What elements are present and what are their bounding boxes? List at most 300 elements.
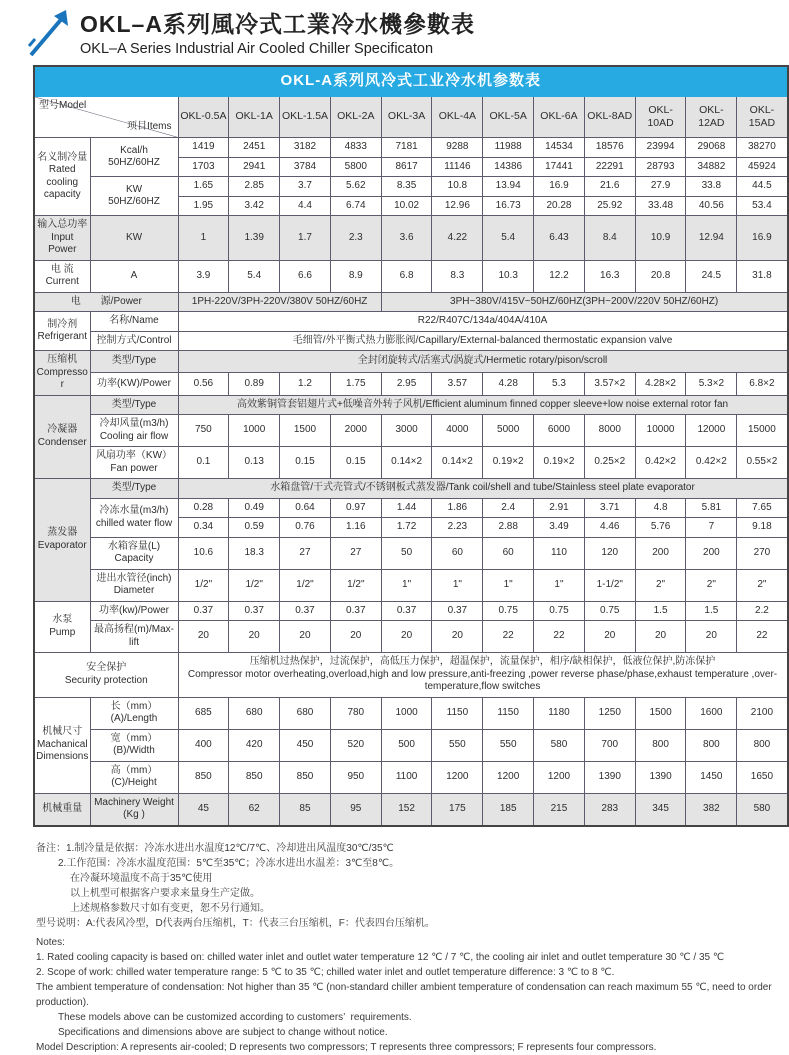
item-label-cell: 宽（mm）(B)/Width (90, 729, 178, 761)
value-cell: 580 (534, 729, 585, 761)
value-cell: 4.22 (432, 216, 483, 261)
model-column-header-5: OKL-3A (381, 96, 432, 137)
value-cell: 7 (686, 518, 737, 538)
value-cell: 1200 (432, 761, 483, 793)
span-value-cell: R22/R407C/134a/404A/410A (178, 312, 788, 332)
note-line: Model Description: A represents air-cooled; D represents two compressors; T represents three compressors; F represents four compressors. (36, 1041, 657, 1053)
table-row (34, 537, 788, 569)
span-value-cell: 1PH-220V/3PH-220V/380V 50HZ/60HZ (178, 292, 381, 312)
value-cell: 4833 (330, 138, 381, 158)
span-value-cell: 全封闭旋转式/活塞式/涡旋式/Hermetic rotary/pison/scroll (178, 351, 788, 373)
value-cell: 685 (178, 697, 229, 729)
value-cell: 31.8 (737, 260, 788, 292)
item-label-cell: 冷冻水量(m3/h) chilled water flow (90, 498, 178, 537)
spec-table-container (33, 65, 778, 827)
value-cell: 283 (584, 793, 635, 826)
value-cell: 3.49 (534, 518, 585, 538)
value-cell: 95 (330, 793, 381, 826)
value-cell: 7.65 (737, 498, 788, 518)
value-cell: 20.28 (534, 196, 585, 216)
value-cell: 2" (686, 569, 737, 601)
value-cell: 700 (584, 729, 635, 761)
note-line: 上述规格参数尺寸如有变更，恕不另行通知。 (70, 902, 270, 914)
value-cell: 22291 (584, 157, 635, 177)
value-cell: 120 (584, 537, 635, 569)
value-cell: 11988 (483, 138, 534, 158)
value-cell: 16.9 (534, 177, 585, 197)
table-row (34, 395, 788, 415)
value-cell: 22 (534, 621, 585, 653)
value-cell: 0.14×2 (432, 447, 483, 479)
note-line: Specifications and dimensions above are subject to change without notice. (58, 1026, 388, 1038)
value-cell: 1/2" (229, 569, 280, 601)
value-cell: 20 (584, 621, 635, 653)
value-cell: 1200 (534, 761, 585, 793)
table-row (34, 621, 788, 653)
value-cell: 850 (280, 761, 331, 793)
value-cell: 1500 (280, 415, 331, 447)
item-label-cell: Machinery Weight (Kg ) (90, 793, 178, 826)
value-cell: 12.2 (534, 260, 585, 292)
item-label-cell: A (90, 260, 178, 292)
value-cell: 185 (483, 793, 534, 826)
value-cell: 9288 (432, 138, 483, 158)
item-label-cell: 名称/Name (90, 312, 178, 332)
item-label-cell: 水箱容量(L) Capacity (90, 537, 178, 569)
value-cell: 800 (686, 729, 737, 761)
value-cell: 1180 (534, 697, 585, 729)
value-cell: 1.16 (330, 518, 381, 538)
value-cell: 680 (280, 697, 331, 729)
value-cell: 1/2" (330, 569, 381, 601)
span-value-cell: 高效紫铜管套铝翅片式+低噪音外转子风机/Efficient aluminum finned copper sleeve+low noise external rotor fan (178, 395, 788, 415)
value-cell: 580 (737, 793, 788, 826)
value-cell: 0.19×2 (534, 447, 585, 479)
value-cell: 18576 (584, 138, 635, 158)
item-label-cell: 进出水管径(inch) Diameter (90, 569, 178, 601)
value-cell: 0.97 (330, 498, 381, 518)
value-cell: 1" (432, 569, 483, 601)
value-cell: 22 (737, 621, 788, 653)
value-cell: 0.64 (280, 498, 331, 518)
value-cell: 382 (686, 793, 737, 826)
value-cell: 0.37 (432, 601, 483, 621)
value-cell: 1.75 (330, 373, 381, 395)
value-cell: 5.3 (534, 373, 585, 395)
value-cell: 0.37 (229, 601, 280, 621)
note-line: 备注：1.制冷量是依据：冷冻水进出水温度12℃/7℃、冷却进出风温度30℃/35℃ (36, 842, 394, 854)
value-cell: 800 (737, 729, 788, 761)
model-column-header-7: OKL-5A (483, 96, 534, 137)
value-cell: 1.86 (432, 498, 483, 518)
corner-cell (34, 96, 178, 137)
value-cell: 16.73 (483, 196, 534, 216)
value-cell: 1703 (178, 157, 229, 177)
corner-items-label: 项目Items (127, 120, 172, 132)
value-cell: 1.7 (280, 216, 331, 261)
value-cell: 24.5 (686, 260, 737, 292)
note-line: 1. Rated cooling capacity is based on: chilled water inlet and outlet water temperature 12 ℃ / 7 ℃, the cooling air inlet and outlet temperature 30 ℃ / 35 ℃ (36, 951, 725, 963)
value-cell: 6.8 (381, 260, 432, 292)
value-cell: 8.3 (432, 260, 483, 292)
value-cell: 20.8 (635, 260, 686, 292)
value-cell: 8.35 (381, 177, 432, 197)
table-row (34, 569, 788, 601)
brand-arrow-icon (28, 8, 72, 58)
value-cell: 0.37 (178, 601, 229, 621)
value-cell: 45 (178, 793, 229, 826)
note-line: 在冷凝环境温度不高于35℃使用 (70, 872, 213, 884)
value-cell: 2941 (229, 157, 280, 177)
value-cell: 1650 (737, 761, 788, 793)
item-label-cell: 功率(KW)/Power (90, 373, 178, 395)
span-value-cell: 压缩机过热保护，过流保护，高低压力保护，超温保护，流量保护，相序/缺相保护，低液位保护,防冻保护 Compressor motor overheating,overload,high and low pressure,anti-freezing ,power reverse phase/phase,exhaust temperature ,over- temperature,flow switches (178, 653, 788, 698)
value-cell: 1-1/2" (584, 569, 635, 601)
value-cell: 10.9 (635, 216, 686, 261)
value-cell: 175 (432, 793, 483, 826)
value-cell: 8.4 (584, 216, 635, 261)
value-cell: 550 (483, 729, 534, 761)
page-header (0, 0, 789, 58)
table-row (34, 697, 788, 729)
value-cell: 60 (483, 537, 534, 569)
value-cell: 50 (381, 537, 432, 569)
value-cell: 20 (432, 621, 483, 653)
value-cell: 1600 (686, 697, 737, 729)
value-cell: 0.75 (483, 601, 534, 621)
item-label-cell: 长（mm）(A)/Length (90, 697, 178, 729)
value-cell: 3.42 (229, 196, 280, 216)
model-column-header-9: OKL-8AD (584, 96, 635, 137)
value-cell: 420 (229, 729, 280, 761)
value-cell: 27.9 (635, 177, 686, 197)
value-cell: 1" (534, 569, 585, 601)
model-column-header-1: OKL-0.5A (178, 96, 229, 137)
table-row (34, 351, 788, 373)
value-cell: 85 (280, 793, 331, 826)
section-label-cell: 安全保护 Security protection (34, 653, 178, 698)
table-row (34, 312, 788, 332)
value-cell: 40.56 (686, 196, 737, 216)
value-cell: 2.88 (483, 518, 534, 538)
table-row (34, 292, 788, 312)
note-line: These models above can be customized according to customers’ requirements. (58, 1011, 412, 1023)
value-cell: 1.5 (686, 601, 737, 621)
value-cell: 2.3 (330, 216, 381, 261)
value-cell: 16.9 (737, 216, 788, 261)
value-cell: 200 (635, 537, 686, 569)
note-line: 2.工作范围：冷冻水温度范围：5℃至35℃；冷冻水进出水温差：3℃至8℃。 (58, 857, 400, 869)
table-banner-title: OKL-A系列风冷式工业冷水机参数表 (34, 66, 788, 96)
value-cell: 8617 (381, 157, 432, 177)
value-cell: 20 (330, 621, 381, 653)
item-label-cell: 风扇功率（KW） Fan power (90, 447, 178, 479)
span-value-cell: 水箱盘管/干式壳管式/不锈钢板式蒸发器/Tank coil/shell and tube/Stainless steel plate evaporator (178, 479, 788, 499)
value-cell: 3.57×2 (584, 373, 635, 395)
item-label-cell: 类型/Type (90, 395, 178, 415)
corner-model-label: 型号Model (39, 99, 87, 111)
table-row (34, 653, 788, 698)
value-cell: 1100 (381, 761, 432, 793)
section-label-cell: 名义制冷量 Rated cooling capacity (34, 138, 90, 216)
value-cell: 0.1 (178, 447, 229, 479)
note-line: The ambient temperature of condensation: Not higher than 35 ℃ (non-standard chiller ambient temperature of condensation can reach maximum 55 ℃, need to order production). (36, 981, 775, 1008)
item-label-cell: 最高扬程(m)/Max-lift (90, 621, 178, 653)
value-cell: 0.19×2 (483, 447, 534, 479)
value-cell: 1000 (381, 697, 432, 729)
value-cell: 10.3 (483, 260, 534, 292)
value-cell: 3.9 (178, 260, 229, 292)
value-cell: 16.3 (584, 260, 635, 292)
value-cell: 0.15 (330, 447, 381, 479)
value-cell: 23994 (635, 138, 686, 158)
table-row (34, 447, 788, 479)
value-cell: 3.57 (432, 373, 483, 395)
value-cell: 1250 (584, 697, 635, 729)
item-label-cell: 类型/Type (90, 351, 178, 373)
page-subtitle: OKL–A Series Industrial Air Cooled Chiller Specificaton (80, 41, 434, 57)
item-label-cell: 高（mm）(C)/Height (90, 761, 178, 793)
value-cell: 20 (635, 621, 686, 653)
value-cell: 11146 (432, 157, 483, 177)
value-cell: 5800 (330, 157, 381, 177)
value-cell: 14534 (534, 138, 585, 158)
value-cell: 4.28×2 (635, 373, 686, 395)
table-row (34, 729, 788, 761)
value-cell: 400 (178, 729, 229, 761)
value-cell: 680 (229, 697, 280, 729)
note-line: 型号说明：A:代表风冷型，D代表两台压缩机，T：代表三台压缩机，F：代表四台压缩机。 (36, 917, 435, 929)
value-cell: 20 (381, 621, 432, 653)
section-label-cell: 机械尺寸 Machanical Dimensions (34, 697, 90, 793)
value-cell: 2.91 (534, 498, 585, 518)
value-cell: 1" (483, 569, 534, 601)
value-cell: 5.62 (330, 177, 381, 197)
value-cell: 12000 (686, 415, 737, 447)
value-cell: 6.43 (534, 216, 585, 261)
section-label-cell: 电 流 Current (34, 260, 90, 292)
value-cell: 450 (280, 729, 331, 761)
value-cell: 29068 (686, 138, 737, 158)
value-cell: 0.55×2 (737, 447, 788, 479)
value-cell: 0.25×2 (584, 447, 635, 479)
page-title: OKL–A系列風冷式工業冷水機參數表 (80, 11, 475, 37)
value-cell: 8000 (584, 415, 635, 447)
value-cell: 10.02 (381, 196, 432, 216)
value-cell: 2.2 (737, 601, 788, 621)
model-column-header-2: OKL-1A (229, 96, 280, 137)
table-row (34, 415, 788, 447)
value-cell: 0.49 (229, 498, 280, 518)
table-row (34, 793, 788, 826)
model-column-header-10: OKL-10AD (635, 96, 686, 137)
value-cell: 0.37 (280, 601, 331, 621)
table-row (34, 177, 788, 197)
value-cell: 1390 (584, 761, 635, 793)
note-line: 以上机型可根据客户要求来量身生产定做。 (70, 887, 260, 899)
value-cell: 6.74 (330, 196, 381, 216)
value-cell: 1419 (178, 138, 229, 158)
value-cell: 18.3 (229, 537, 280, 569)
value-cell: 0.76 (280, 518, 331, 538)
table-row (34, 138, 788, 158)
table-row (34, 373, 788, 395)
value-cell: 2.4 (483, 498, 534, 518)
value-cell: 5000 (483, 415, 534, 447)
section-label-cell: 制冷剂 Refrigerant (34, 312, 90, 351)
value-cell: 6000 (534, 415, 585, 447)
value-cell: 5.76 (635, 518, 686, 538)
model-column-header-11: OKL-12AD (686, 96, 737, 137)
value-cell: 1.2 (280, 373, 331, 395)
item-label-cell: Kcal/h 50HZ/60HZ (90, 138, 178, 177)
value-cell: 6.6 (280, 260, 331, 292)
value-cell: 0.14×2 (381, 447, 432, 479)
value-cell: 6.8×2 (737, 373, 788, 395)
spec-table-body (34, 138, 788, 826)
value-cell: 3182 (280, 138, 331, 158)
model-column-header-12: OKL-15AD (737, 96, 788, 137)
note-line: 2. Scope of work: chilled water temperature range: 5 ℃ to 35 ℃; chilled water inlet and outlet temperature difference: 3 ℃ to 8 ℃. (36, 966, 615, 978)
value-cell: 520 (330, 729, 381, 761)
value-cell: 750 (178, 415, 229, 447)
value-cell: 1.95 (178, 196, 229, 216)
section-label-cell: 机械重量 (34, 793, 90, 826)
span-value-cell: 毛细管/外平衡式热力膨胀阀/Capillary/External-balanced thermostatic expansion valve (178, 331, 788, 351)
value-cell: 10000 (635, 415, 686, 447)
section-label-cell: 输入总功率 Input Power (34, 216, 90, 261)
value-cell: 8.9 (330, 260, 381, 292)
value-cell: 53.4 (737, 196, 788, 216)
value-cell: 4.4 (280, 196, 331, 216)
section-label-cell: 水泵 Pump (34, 601, 90, 653)
value-cell: 0.28 (178, 498, 229, 518)
value-cell: 0.59 (229, 518, 280, 538)
table-row (34, 601, 788, 621)
value-cell: 22 (483, 621, 534, 653)
value-cell: 1.5 (635, 601, 686, 621)
value-cell: 9.18 (737, 518, 788, 538)
value-cell: 20 (229, 621, 280, 653)
value-cell: 3000 (381, 415, 432, 447)
value-cell: 3.71 (584, 498, 635, 518)
value-cell: 5.4 (483, 216, 534, 261)
value-cell: 13.94 (483, 177, 534, 197)
model-column-header-3: OKL-1.5A (280, 96, 331, 137)
value-cell: 5.3×2 (686, 373, 737, 395)
value-cell: 25.92 (584, 196, 635, 216)
value-cell: 1 (178, 216, 229, 261)
value-cell: 2451 (229, 138, 280, 158)
value-cell: 5.81 (686, 498, 737, 518)
value-cell: 345 (635, 793, 686, 826)
value-cell: 20 (686, 621, 737, 653)
value-cell: 2" (737, 569, 788, 601)
value-cell: 950 (330, 761, 381, 793)
value-cell: 3.6 (381, 216, 432, 261)
value-cell: 34882 (686, 157, 737, 177)
value-cell: 4.46 (584, 518, 635, 538)
value-cell: 1.39 (229, 216, 280, 261)
table-row (34, 479, 788, 499)
value-cell: 4.8 (635, 498, 686, 518)
value-cell: 7181 (381, 138, 432, 158)
value-cell: 5.4 (229, 260, 280, 292)
item-label-cell: 功率(kw)/Power (90, 601, 178, 621)
item-label-cell: 控制方式/Control (90, 331, 178, 351)
value-cell: 550 (432, 729, 483, 761)
value-cell: 1.65 (178, 177, 229, 197)
value-cell: 33.8 (686, 177, 737, 197)
table-banner-row (34, 66, 788, 96)
value-cell: 2000 (330, 415, 381, 447)
table-row (34, 498, 788, 518)
value-cell: 0.13 (229, 447, 280, 479)
value-cell: 12.96 (432, 196, 483, 216)
value-cell: 780 (330, 697, 381, 729)
section-label-cell: 蒸发器 Evaporator (34, 479, 90, 602)
value-cell: 3784 (280, 157, 331, 177)
value-cell: 21.6 (584, 177, 635, 197)
value-cell: 12.94 (686, 216, 737, 261)
value-cell: 2.95 (381, 373, 432, 395)
value-cell: 1150 (432, 697, 483, 729)
value-cell: 152 (381, 793, 432, 826)
value-cell: 215 (534, 793, 585, 826)
model-column-header-8: OKL-6A (534, 96, 585, 137)
value-cell: 0.89 (229, 373, 280, 395)
value-cell: 2.85 (229, 177, 280, 197)
value-cell: 17441 (534, 157, 585, 177)
table-row (34, 761, 788, 793)
value-cell: 500 (381, 729, 432, 761)
value-cell: 4000 (432, 415, 483, 447)
value-cell: 0.15 (280, 447, 331, 479)
note-line: Notes: (36, 936, 65, 948)
value-cell: 1.72 (381, 518, 432, 538)
value-cell: 0.37 (330, 601, 381, 621)
value-cell: 0.34 (178, 518, 229, 538)
notes-english (36, 935, 789, 1055)
value-cell: 0.75 (584, 601, 635, 621)
section-label-cell: 冷凝器 Condenser (34, 395, 90, 479)
value-cell: 27 (330, 537, 381, 569)
value-cell: 38270 (737, 138, 788, 158)
spec-table (33, 65, 789, 827)
value-cell: 15000 (737, 415, 788, 447)
table-row (34, 216, 788, 261)
value-cell: 60 (432, 537, 483, 569)
value-cell: 200 (686, 537, 737, 569)
item-label-cell: KW (90, 216, 178, 261)
value-cell: 1.44 (381, 498, 432, 518)
value-cell: 2" (635, 569, 686, 601)
notes-chinese (36, 841, 789, 931)
value-cell: 20 (178, 621, 229, 653)
value-cell: 1500 (635, 697, 686, 729)
value-cell: 3.7 (280, 177, 331, 197)
value-cell: 0.56 (178, 373, 229, 395)
value-cell: 1150 (483, 697, 534, 729)
value-cell: 10.8 (432, 177, 483, 197)
table-header-row (34, 96, 788, 137)
value-cell: 45924 (737, 157, 788, 177)
value-cell: 850 (178, 761, 229, 793)
value-cell: 0.75 (534, 601, 585, 621)
table-row (34, 260, 788, 292)
table-row (34, 331, 788, 351)
value-cell: 850 (229, 761, 280, 793)
